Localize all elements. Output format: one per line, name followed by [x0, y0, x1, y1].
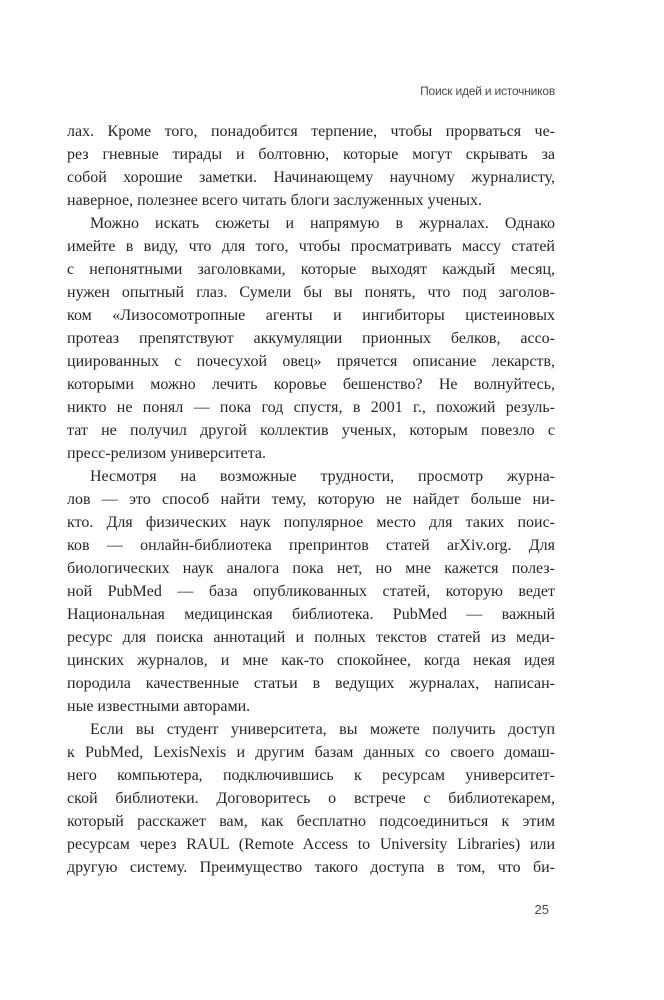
text-line: ные известными авторами. [67, 698, 251, 715]
text-line: Если вы студент университета, вы можете получить доступ [90, 721, 555, 738]
text-line: другую систему. Преимущество такого доступа в том, что би- [67, 859, 555, 876]
text-line: ской библиотеки. Договоритесь о встрече с библиотекарем, [67, 790, 555, 807]
text-line: цинских журналов, и мне как-то спокойнее, когда некая идея [67, 652, 555, 669]
text-line: наверное, полезнее всего читать блоги заслуженных ученых. [67, 192, 483, 209]
paragraph-2 [67, 212, 555, 465]
running-title: Поиск идей и источников [420, 84, 555, 98]
paragraph-4 [67, 718, 555, 879]
text-line: ресурсам через RAUL (Remote Access to University Libraries) или [67, 836, 555, 853]
text-line: циированных с почесухой овец» прячется описание лекарств, [67, 353, 555, 370]
text-line: лов — это способ найти тему, которую не найдет больше ни- [67, 491, 555, 508]
text-line: Несмотря на возможные трудности, просмотр журна- [90, 468, 555, 485]
text-line: ной PubMed — база опубликованных статей, которую ведет [67, 583, 555, 600]
text-line: ресурс для поиска аннотаций и полных текстов статей из меди- [67, 629, 555, 646]
text-line: протеаз препятствуют аккумуляции прионных белков, ассо- [67, 330, 555, 347]
text-line: породила качественные статьи в ведущих журналах, написан- [67, 675, 555, 692]
text-line: имейте в виду, что для того, чтобы просматривать массу статей [67, 238, 555, 255]
paragraph-3 [67, 465, 555, 718]
text-line: биологических наук аналога пока нет, но мне кажется полез- [67, 560, 555, 577]
text-line: нужен опытный глаз. Сумели бы вы понять, что под заголов- [67, 284, 555, 301]
text-line: ков — онлайн-библиотека препринтов статей arXiv.org. Для [67, 537, 555, 554]
text-line: никто не понял — пока год спустя, в 2001 г., похожий резуль- [67, 399, 555, 416]
text-line: Национальная медицинская библиотека. PubMed — важный [67, 606, 555, 623]
text-line: кто. Для физических наук популярное место для таких поис- [67, 514, 555, 531]
paragraph-1 [67, 120, 555, 212]
text-line: к PubMed, LexisNexis и другим базам данных со своего домаш- [67, 744, 555, 761]
text-line: которыми можно лечить коровье бешенство? Не волнуйтесь, [67, 376, 555, 393]
text-line: рез гневные тирады и болтовню, которые могут скрывать за [67, 146, 555, 163]
text-line: с непонятными заголовками, которые выходят каждый месяц, [67, 261, 555, 278]
text-line: ком «Лизосомотропные агенты и ингибиторы цистеиновых [67, 307, 555, 324]
text-line: собой хорошие заметки. Начинающему научному журналисту, [67, 169, 555, 186]
body-text [67, 120, 555, 879]
text-line: Можно искать сюжеты и напрямую в журналах. Однако [90, 215, 555, 232]
text-line: который расскажет вам, как бесплатно подсоединиться к этим [67, 813, 555, 830]
text-line: пресс-релизом университета. [67, 445, 267, 462]
page-number: 25 [534, 902, 549, 917]
text-line: него компьютера, подключившись к ресурсам университет- [67, 767, 555, 784]
text-line: лах. Кроме того, понадобится терпение, чтобы прорваться че- [67, 123, 555, 140]
text-line: тат не получил другой коллектив ученых, которым повезло с [67, 422, 555, 439]
